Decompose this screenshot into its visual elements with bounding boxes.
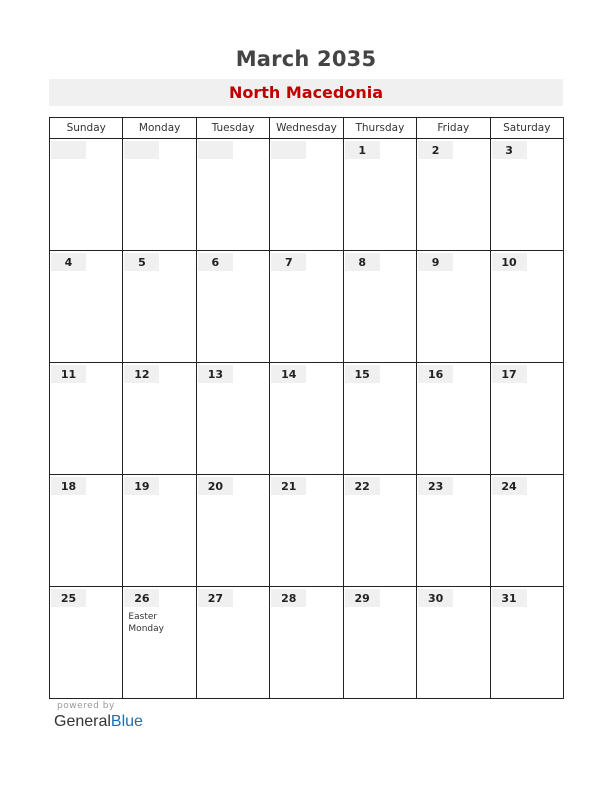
- day-number: 17: [492, 365, 527, 383]
- weekday-sunday: Sunday: [50, 118, 123, 139]
- day-number: 14: [271, 365, 306, 383]
- day-number: 22: [345, 477, 380, 495]
- day-cell: [343, 251, 416, 363]
- day-number: 12: [124, 365, 159, 383]
- day-number: 11: [51, 365, 86, 383]
- day-number: [271, 141, 306, 159]
- day-cell: [50, 475, 123, 587]
- weekday-saturday: Saturday: [490, 118, 563, 139]
- day-number: 3: [492, 141, 527, 159]
- weekday-wednesday: Wednesday: [270, 118, 343, 139]
- day-cell: [270, 363, 343, 475]
- day-cell: [270, 587, 343, 699]
- weekday-monday: Monday: [123, 118, 196, 139]
- day-number: 7: [271, 253, 306, 271]
- day-number: 6: [198, 253, 233, 271]
- holiday-label: Easter Monday: [128, 612, 164, 634]
- week-row: [50, 475, 564, 587]
- day-number: 18: [51, 477, 86, 495]
- weekday-tuesday: Tuesday: [196, 118, 269, 139]
- day-number: 29: [345, 589, 380, 607]
- calendar-grid: [49, 117, 564, 699]
- day-number: 21: [271, 477, 306, 495]
- page-title: March 2035: [235, 47, 377, 71]
- week-row: [50, 363, 564, 475]
- day-cell: [417, 587, 490, 699]
- day-cell: [343, 475, 416, 587]
- day-number: 2: [418, 141, 453, 159]
- day-cell: [343, 363, 416, 475]
- week-row: [50, 587, 564, 699]
- day-cell: [123, 475, 196, 587]
- day-cell: [417, 475, 490, 587]
- weekday-friday: Friday: [417, 118, 490, 139]
- day-number: 19: [124, 477, 159, 495]
- day-cell: [50, 363, 123, 475]
- day-cell: [343, 587, 416, 699]
- day-cell: [270, 139, 343, 251]
- brand-general: General: [54, 713, 111, 730]
- day-number: 10: [492, 253, 527, 271]
- day-cell: [50, 587, 123, 699]
- day-cell: [417, 251, 490, 363]
- day-number: 27: [198, 589, 233, 607]
- day-number: 5: [124, 253, 159, 271]
- weekday-header-row: [50, 118, 564, 139]
- day-number: 23: [418, 477, 453, 495]
- day-number: 31: [492, 589, 527, 607]
- day-cell: [490, 475, 563, 587]
- day-cell: [196, 363, 269, 475]
- brand-blue: Blue: [110, 713, 143, 730]
- day-number: [124, 141, 159, 159]
- day-cell: [490, 587, 563, 699]
- day-cell: [417, 139, 490, 251]
- day-cell: [123, 139, 196, 251]
- day-cell: [490, 139, 563, 251]
- country-banner: [49, 79, 563, 106]
- weekday-thursday: Thursday: [343, 118, 416, 139]
- day-cell: [490, 251, 563, 363]
- day-number: 20: [198, 477, 233, 495]
- day-number: 15: [345, 365, 380, 383]
- day-number: 25: [51, 589, 86, 607]
- day-cell: [196, 587, 269, 699]
- day-cell: [270, 251, 343, 363]
- day-cell: [196, 475, 269, 587]
- day-cell: [50, 139, 123, 251]
- day-cell: [417, 363, 490, 475]
- day-number: 28: [271, 589, 306, 607]
- day-number: 30: [418, 589, 453, 607]
- powered-by-label: powered by: [57, 701, 115, 711]
- day-cell: [50, 251, 123, 363]
- day-number: 24: [492, 477, 527, 495]
- day-number: 16: [418, 365, 453, 383]
- day-cell: [196, 139, 269, 251]
- day-number: [198, 141, 233, 159]
- day-number: 9: [418, 253, 453, 271]
- generalblue-logo[interactable]: [54, 713, 143, 731]
- day-number: 13: [198, 365, 233, 383]
- day-number: [51, 141, 86, 159]
- day-cell: [123, 251, 196, 363]
- day-cell: [270, 475, 343, 587]
- day-number: 8: [345, 253, 380, 271]
- day-number: 1: [345, 141, 380, 159]
- country-name: North Macedonia: [228, 83, 384, 102]
- day-cell: [123, 587, 196, 699]
- day-number: 26: [124, 589, 159, 607]
- day-number: 4: [51, 253, 86, 271]
- day-cell: [343, 139, 416, 251]
- week-row: [50, 251, 564, 363]
- day-cell: [490, 363, 563, 475]
- day-cell: [196, 251, 269, 363]
- week-row: [50, 139, 564, 251]
- day-cell: [123, 363, 196, 475]
